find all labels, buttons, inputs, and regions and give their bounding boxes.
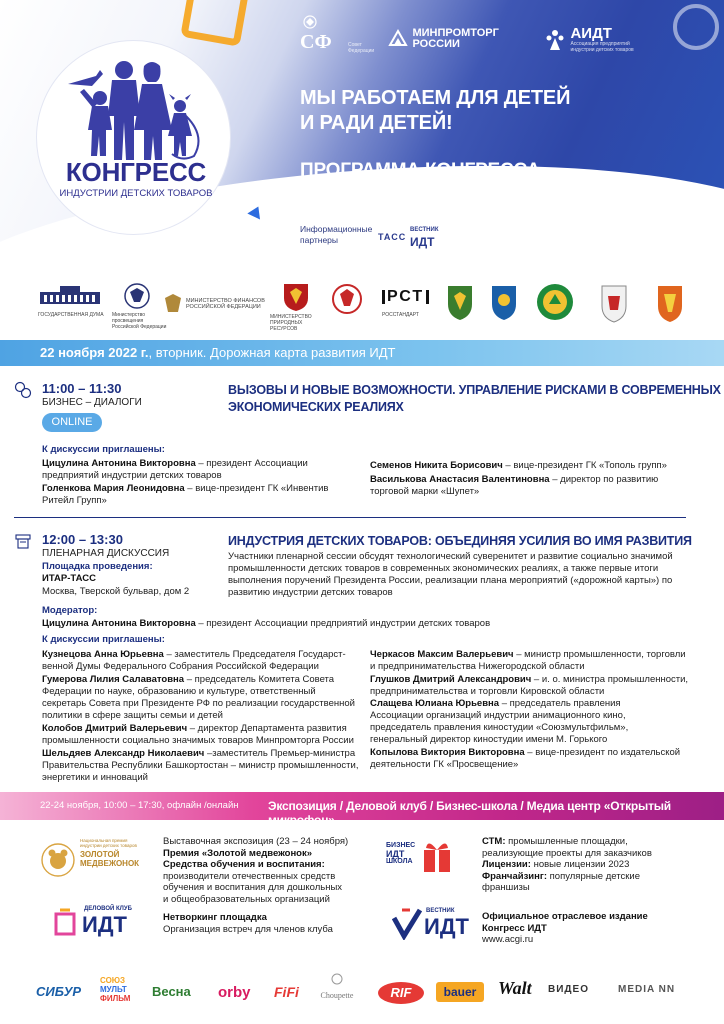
sponsor-bauer: bauer [436,982,484,1002]
expo-when: 22-24 ноября, 10:00 – 17:30, офлайн /онлайн [40,800,239,811]
expo-bar [0,792,724,827]
fr-label: Франчайзинг: [482,870,547,882]
program-title: ПРОГРАММА КОНГРЕССА [300,160,541,181]
club-small: ДЕЛОВОЙ КЛУБ [84,906,132,912]
session-time: 11:00 – 11:30 [42,381,122,396]
speaker-name: Цицулина Антонина Викторовна [42,618,196,629]
sponsor-rif: RIF [378,982,424,1004]
speaker [42,458,342,482]
bashkortostan-logo [535,282,577,330]
speaker-name: Голенкова Мария Леонидовна [42,483,185,494]
school-line: БИЗНЕС [386,842,416,849]
speaker-role: – председатель Комитета Совета [184,674,335,685]
sponsor-soyuzmult [100,976,130,1003]
speaker-role: генеральный директор киностудии имени М. Горького [370,734,608,745]
expo-line: обучения и воспитания для дошкольных [163,882,343,893]
vestnik-idt-logo [392,904,472,948]
fr-text: популярные детские [547,870,640,882]
school-line: ИДТ [386,849,405,859]
school-line: ШКОЛА [386,858,413,865]
speaker-name: Шельдяев Александр Николаевич [42,748,205,759]
speaker [42,723,372,747]
soyuz-line: МУЛЬТ [100,985,127,994]
header-banner [0,0,724,272]
minprir-label: МИНИСТЕРСТВО ПРИРОДНЫХ РЕСУРСОВ [270,314,312,332]
eagle-icon [162,292,184,316]
coat-of-arms-icon [444,282,476,322]
organizer-logos [300,14,700,62]
minpros-label: Министерство просвещения Российской Федерации [112,312,167,330]
net-desc: Организация встреч для членов клуба [163,924,333,935]
day-date: 22 ноября 2022 г. [40,345,149,360]
speaker-role: энергетики и инноваций [42,772,148,783]
speaker-role: венной Думы Федерального Собрания Российской Федерации [42,661,319,672]
speaker-name: Черкасов Максим Валерьевич [370,649,514,660]
expo-description [163,836,363,905]
tax-emblem-logo [488,282,522,330]
speaker-role: – директор Департамента развития [187,723,347,734]
speaker-role: Ритейл Групп» [42,495,107,506]
sponsor-choupette [320,972,354,1000]
speaker-role: торговой марки «Шупет» [370,486,480,497]
session-description [228,551,708,599]
slogan-line: И РАДИ ДЕТЕЙ! [300,112,453,134]
slogan-line: МЫ РАБОТАЕМ ДЛЯ ДЕТЕЙ [300,87,571,109]
online-badge: ONLINE [42,413,102,432]
session-title-line: ВЫЗОВЫ И НОВЫЕ ВОЗМОЖНОСТИ. УПРАВЛЕНИЕ РИСКАМИ В СОВРЕМЕННЫХ [228,383,721,397]
speaker-name: Кузнецова Анна Юрьевна [42,649,164,660]
sponsor-video: ВИДЕО [548,984,589,995]
tass-logo: ТАСС [378,232,407,242]
choupette-text: Choupette [320,991,354,1000]
lic-text: новые лицензии 2023 [530,859,630,870]
speaker-role: – президент Ассоциации предприятий индустрии детских товаров [195,618,491,629]
speaker-role: предприятий индустрии детских товаров [42,470,222,481]
speaker-role: – президент Ассоциации [195,458,308,469]
speaker [370,747,710,771]
business-club-logo [52,902,152,944]
speaker-name: Семенов Никита Борисович [370,460,503,471]
venue-name [42,573,96,585]
sf-logo [300,14,375,58]
program-dates: 22 - 24 ноября 2022 г. | Федеральный этап | congress-idt.ru [300,191,598,203]
fr-text: франшизы [482,882,530,893]
club-icon [52,908,78,938]
logo-title: КОНГРЕСС [65,157,207,187]
bear-title-line: ЗОЛОТОЙ [80,850,120,859]
vestnik-logo [410,224,439,248]
speaker [370,649,710,673]
duma-logo [38,282,108,330]
venue-address: Москва, Тверской бульвар, дом 2 [42,586,190,597]
sf-letters: СФ [300,31,332,53]
bear-title-line: МЕДВЕЖОНОК [80,859,140,868]
speaker-role: секретарь Совета при Президенте РФ по реализации государственной [42,698,355,709]
desc-line: Участники пленарной сессии обсудят технологический суверенитет и развитие социально значимой [228,551,673,562]
emblem-icon [332,282,362,316]
congress-logo [36,40,236,240]
minfin-logo [162,282,282,330]
aidt-icon [544,28,566,52]
speaker-name: Глушков Дмитрий Александрович [370,674,532,685]
rst-mark [382,288,442,306]
partners-label: Информационные партнеры [300,224,373,245]
rst-text: РСТ [387,288,425,305]
slogan [300,86,620,136]
vestnik-big: ИДТ [410,235,435,249]
minpromtorg-logo [388,28,499,50]
expo-line: Премия «Золотой медвежонок» [163,847,313,859]
logo-subtitle: ИНДУСТРИИ ДЕТСКИХ ТОВАРОВ [59,188,213,199]
rst-sub: РОССТАНДАРТ [382,312,419,318]
golden-bear-logo [40,838,150,882]
building-icon [38,282,102,306]
day-theme: , вторник. Дорожная карта развития ИДТ [148,345,396,360]
speaker-role: председатель правления киностудии «Союзмультфильм», [370,722,629,733]
net-title: Нетворкинг площадка [163,912,267,923]
minfin-label: МИНИСТЕРСТВО ФИНАНСОВ РОССИЙСКОЙ ФЕДЕРАЦИИ [186,298,265,310]
speaker-role: – и. о. министра промышленности, [531,674,689,685]
soyuz-line: ФИЛЬМ [100,994,131,1003]
pub-line: Конгресс ИДТ [482,922,547,934]
speaker-role: – вице-президент ГК «Инвентив [184,483,329,494]
expo-line: производители отечественных средств [163,870,336,882]
sponsor-orby: orby [218,984,251,1001]
coat-of-arms-icon [535,282,575,322]
podium-icon [14,532,32,550]
vestnik-small: ВЕСТНИК [426,908,455,914]
speaker-role: Ассоциации организаций индустрии анимационного кино, [370,710,626,721]
desc-line: выполнения поручений Президента России, реализации плана мероприятий («дорожной карты») по [228,575,673,586]
speaker-name: Гумерова Лилия Салаватовна [42,674,185,685]
moderator-label: Модератор: [42,605,98,616]
expo-line: Средства обучения и воспитания: [163,859,325,870]
publication [482,911,712,946]
speaker [42,748,372,784]
speaker-role: – вице-президент по издательской [524,747,681,758]
session-kind: БИЗНЕС – ДИАЛОГИ [42,397,142,408]
speaker-name: Колобов Дмитрий Валерьевич [42,723,188,734]
session-title: ИНДУСТРИЯ ДЕТСКИХ ТОВАРОВ: ОБЪЕДИНЯЯ УСИЛИЯ ВО ИМЯ РАЗВИТИЯ [228,534,692,548]
speaker-role: – председатель правления [499,698,621,709]
business-school-logo [386,836,466,886]
aidt-logo [544,26,640,53]
speaker-role: деятельности ГК «Просвещение» [370,759,519,770]
speaker [370,674,710,698]
speaker-name: Слащева Юлиана Юрьевна [370,698,500,709]
sf-sub: Совет Федерации [348,42,375,54]
coat-of-arms-icon [598,282,630,324]
pub-line: Официальное отраслевое издание [482,911,648,922]
speaker-name: Копылова Виктория Викторовна [370,747,525,758]
stm-label: СТМ: [482,836,506,847]
sponsor-vesna: Весна [152,984,191,999]
minpros-logo [112,282,168,330]
networking [163,912,363,936]
speaker [370,474,700,498]
expo-line: и общеобразовательных организаций [163,893,330,905]
sponsor-sibur: СИБУР [36,984,82,999]
venue-label: Площадка проведения: [42,561,153,572]
aidt-name: АИДТ [570,25,612,42]
speaker [370,460,700,472]
pub-url: www.acgi.ru [482,934,534,945]
nizhny-logo [598,282,632,330]
minpromtorg-line2: РОССИИ [412,38,460,50]
lic-label: Лицензии: [482,859,531,870]
speaker-name: Василькова Анастасия Валентиновна [370,474,550,485]
speaker-role: – директор по развитию [549,474,659,485]
desc-line: промышленности детских товаров в современных экономических реалиях, а также первые итоги [228,563,659,574]
speaker-role: Правительства Республики Башкортостан – министр промышленности, [42,760,359,771]
minpromtorg-icon [388,29,408,49]
flower-icon [330,972,344,986]
speaker-role: – министр промышленности, торговли [513,649,686,660]
gift-icon [418,836,458,876]
speaker-role: – заместитель Председателя Государст- [163,649,346,660]
vestnik-small: ВЕСТНИК [410,227,439,233]
speaker-role: – вице-президент ГК «Тополь групп» [502,460,667,471]
desc-line: развитию индустрии детских товаров [228,587,393,598]
stm-text: реализующие проекты для заказчиков [482,847,652,859]
speaker-role: политики в сфере защиты семьи и детей [42,710,223,721]
sponsor-media-nn: MEDIA NN [618,984,676,995]
moderator [42,618,682,630]
shield-icon [282,282,310,312]
checkmark-icon [392,906,422,940]
sponsor-fifi: FiFi [274,984,299,1000]
kirov-logo [654,282,688,330]
vestnik-big: ИДТ [424,914,469,939]
invited-label: К дискуссии приглашены: [42,444,165,455]
coat-of-arms-icon [488,282,520,322]
bear-title [80,850,139,868]
family-silhouette-icon [66,56,206,160]
minpromtorg-name: МИНПРОМТОРГ [412,27,499,39]
region-emblem-logo [444,282,478,330]
stm-text: промышленные площадки, [505,836,628,847]
stm-description [482,836,712,894]
bear-icon [40,842,76,878]
day-header-bar [0,340,724,366]
venue: ИТАР-ТАСС [42,573,96,584]
bear-small: Национальная премия индустрии детских товаров [80,838,137,848]
rosstandart-logo [382,282,442,330]
soyuz-line: СОЮЗ [100,976,126,985]
sponsor-walt: Walt [498,978,532,998]
session-time: 12:00 – 13:30 [42,532,123,547]
invited-label: К дискуссии приглашены: [42,634,165,645]
school-text [386,842,415,866]
speaker-role: и предпринимательства Нижегородской области [370,661,585,672]
minprir-logo [270,282,324,330]
session-title [228,382,721,416]
speaker-role: промышленности социально значимых товаров Минпромторга России [42,735,354,746]
speaker-name: Цицулина Антонина Викторовна [42,458,196,469]
speaker [370,698,710,746]
eagle-icon [122,282,152,310]
session-kind: ПЛЕНАРНАЯ ДИСКУССИЯ [42,548,170,559]
emblem-logo [332,282,368,330]
speaker [42,483,342,507]
speaker [42,674,372,722]
coat-of-arms-icon [654,282,686,324]
speaker-role: Федерации по науке, образованию и культуре, ответственный [42,686,316,697]
section-divider [14,517,686,518]
partner-logo-strip [30,282,710,330]
dialog-icon [14,381,32,399]
speaker-role: предпринимательства и торговли Кировской области [370,686,605,697]
speaker-role: –заместитель Премьер-министра [204,748,356,759]
expo-line: Выставочная экспозиция (23 – 24 ноября) [163,836,349,847]
duma-label: ГОСУДАРСТВЕННАЯ ДУМА [38,312,104,318]
session-title-line: ЭКОНОМИЧЕСКИХ РЕАЛИЯХ [228,400,404,414]
sponsor-logos [0,968,724,1024]
speaker [42,649,372,673]
club-big: ИДТ [82,912,127,937]
expo-what: Экспозиция / Деловой клуб / Бизнес-школа / Медиа центр «Открытый микрофон» [268,799,671,827]
aidt-sub: Ассоциация предприятий индустрии детских товаров [570,41,634,53]
